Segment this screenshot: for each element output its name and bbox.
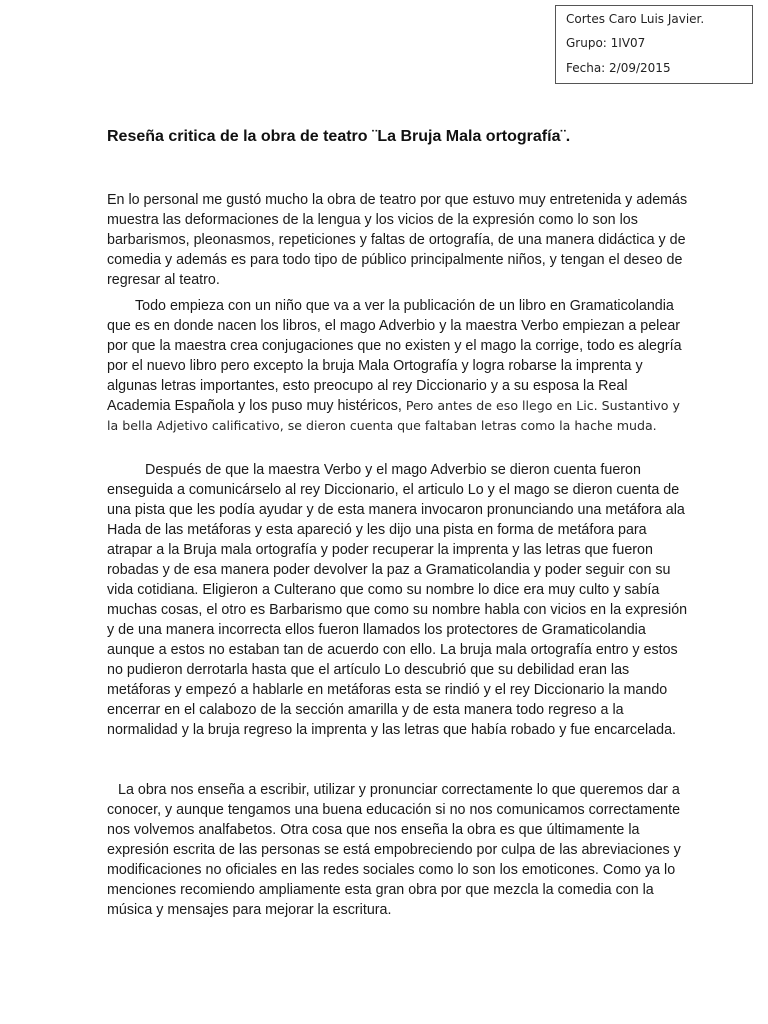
paragraph-plot-development: Después de que la maestra Verbo y el mago Adverbio se dieron cuenta fueron enseguida a comunicárselo al rey Diccionario, el articulo Lo y el mago se dieron cuenta de una pista que les podía ayudar y de esta manera invocaron pronunciando una metáfora ala Hada de las metáforas y esta apareció y les dijo una pista en forma de metáfora para atrapar a la Bruja mala ortografía y poder recuperar la imprenta y las letras que fueron robadas y de esa manera poder devolver la paz a Gramaticolandia y poder seguir con su vida cotidiana. Eligieron a Culterano que como su nombre lo dice era muy culto y sabía muchas cosas, el otro es Barbarismo que como su nombre habla con vicios en la expresión y de una manera incorrecta ellos fueron llamados los protectores de Gramaticolandia aunque a estos no estaban tan de acuerdo con ello. La bruja mala ortografía entro y estos no pudieron derrotarla hasta que el artículo Lo descubrió que su debilidad eran las metáforas y empezó a hablarle en metáforas esta se rindió y el rey Diccionario la mando encerrar en el calabozo de la sección amarilla y de esta manera todo regreso a la normalidad y la bruja regreso la imprenta y las letras que había robado y fue encarcelada.	[107, 462, 688, 738]
paragraph-plot-start-tail: Pero antes de eso llego en Lic. Sustantivo y la bella Adjetivo calificativo, se dieron cuenta que faltaban letras como la hache muda.	[107, 398, 680, 433]
paragraph-intro: En lo personal me gustó mucho la obra de teatro por que estuvo muy entretenida y además muestra las deformaciones de la lengua y los vicios de la expresión como lo son los barbarismos, pleonasmos, repeticiones y faltas de ortografía, de una manera didáctica y de comedia y además es para todo tipo de público principalmente niños, y tengan el deseo de regresar al teatro.	[107, 192, 688, 288]
student-group: Grupo: 1IV07	[566, 36, 646, 50]
paragraph-conclusion: La obra nos enseña a escribir, utilizar y pronunciar correctamente lo que queremos dar a conocer, y aunque tengamos una buena educación si no nos comunicamos correctamente nos volvemos analfabetos. Otra cosa que nos enseña la obra es que últimamente la expresión escrita de las personas se está empobreciendo por culpa de las abreviaciones y modificaciones no oficiales en las redes sociales como lo son los emoticones. Como ya lo menciones recomiendo ampliamente esta gran obra por que mezcla la comedia con la música y mensajes para mejorar la escritura.	[107, 782, 681, 918]
document-title: Reseña critica de la obra de teatro ¨La Bruja Mala ortografía¨.	[107, 128, 571, 145]
submission-date: Fecha: 2/09/2015	[566, 61, 671, 75]
student-info-box	[555, 5, 753, 84]
paragraph-plot-start-main: Todo empieza con un niño que va a ver la publicación de un libro en Gramaticolandia que es en donde nacen los libros, el mago Adverbio y la maestra Verbo empiezan a pelear por que la maestra crea conjugaciones que no existen y el mago la corrige, todo es alegría por el nuevo libro pero excepto la bruja Mala Ortografía y logra robarse la imprenta y algunas letras importantes, esto preocupo al rey Diccionario y a su esposa la Real Academia Española y los puso muy histéricos,	[107, 298, 682, 414]
paragraph-plot-start	[107, 296, 692, 436]
student-name: Cortes Caro Luis Javier.	[566, 12, 705, 26]
